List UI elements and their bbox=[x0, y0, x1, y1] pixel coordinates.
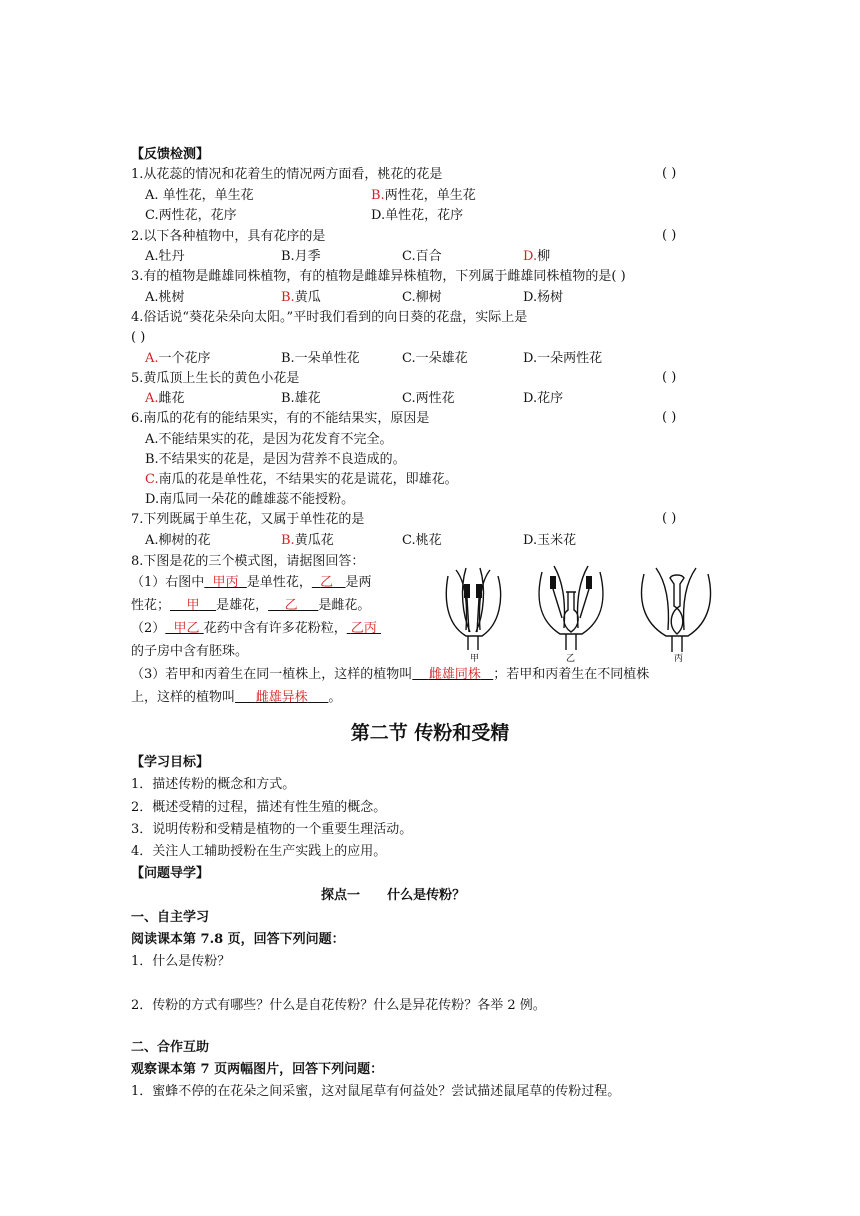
q5-option-d: D.花序 bbox=[523, 391, 564, 406]
q3-option-b: B.黄瓜 bbox=[281, 290, 321, 305]
q6-paren: ( ) bbox=[662, 410, 677, 425]
q3-option-c: C.柳树 bbox=[402, 290, 442, 305]
q7-option-c: C.桃花 bbox=[402, 533, 442, 548]
flower-jia bbox=[446, 568, 500, 650]
q5-paren: ( ) bbox=[662, 370, 677, 385]
q6-text: 6.南瓜的花有的能结果实，有的不能结果实，原因是 bbox=[131, 411, 430, 426]
q1-paren: ( ) bbox=[662, 166, 677, 181]
q8-line3: （2） 甲乙 花药中含有许多花粉粒， 乙丙 bbox=[131, 621, 377, 636]
q4-text: 4.俗话说“葵花朵朵向太阳。”平时我们看到的向日葵的花盘，实际上是 bbox=[131, 310, 528, 325]
q6-option-c: C.南瓜的花是单性花，不结果实的花是谎花，即雄花。 bbox=[145, 472, 458, 487]
q3-option-a: A.桃树 bbox=[145, 290, 185, 305]
q2-paren: ( ) bbox=[662, 228, 677, 243]
goal-3: 3．说明传粉和受精是植物的一个重要生理活动。 bbox=[131, 822, 413, 837]
q8-line5: （3）若甲和丙着生在同一植株上，这样的植物叫 雌雄同株 ；若甲和丙着生在不同植株 bbox=[131, 667, 650, 682]
part2-question-1: 1．蜜蜂不停的在花朵之间采蜜，这对鼠尾草有何益处？尝试描述鼠尾草的传粉过程。 bbox=[131, 1084, 621, 1099]
observe-instruction: 观察课本第 7 页两幅图片，回答下列问题： bbox=[131, 1062, 384, 1077]
q1-option-b: B.两性花，单生花 bbox=[371, 188, 476, 203]
fig-label-bing: 丙 bbox=[674, 654, 684, 664]
q4-paren: ( ) bbox=[131, 330, 146, 345]
q8-line2: 性花； 甲 是雄花， 乙 是雌花。 bbox=[131, 598, 371, 613]
q4-option-b: B.一朵单性花 bbox=[281, 351, 360, 366]
part1-heading: 一、自主学习 bbox=[131, 910, 210, 925]
q4-option-a: A.一个花序 bbox=[145, 351, 211, 366]
q4-option-d: D.一朵两性花 bbox=[523, 351, 603, 366]
q3-text: 3.有的植物是雌雄同株植物，有的植物是雌雄异株植物，下列属于雌雄同株植物的是( ) bbox=[131, 269, 626, 284]
q8-line6: 上，这样的植物叫 雌雄异株 。 bbox=[131, 690, 342, 705]
flower-bing bbox=[642, 568, 711, 652]
q7-paren: ( ) bbox=[662, 511, 677, 526]
q1-option-d: D.单性花，花序 bbox=[371, 208, 464, 223]
flower-yi bbox=[539, 566, 603, 650]
q6-option-d: D.南瓜同一朵花的雌雄蕊不能授粉。 bbox=[145, 492, 355, 507]
q7-option-a: A.柳树的花 bbox=[145, 533, 211, 548]
q1-option-c: C.两性花，花序 bbox=[145, 208, 237, 223]
q8-line4: 的子房中含有胚珠。 bbox=[131, 644, 249, 659]
q8-text: 8.下图是花的三个模式图，请据图回答： bbox=[131, 554, 365, 569]
q6-option-a: A.不能结果实的花，是因为花发育不完全。 bbox=[145, 432, 393, 447]
fig-label-yi: 乙 bbox=[566, 654, 576, 664]
goal-2: 2．概述受精的过程，描述有性生殖的概念。 bbox=[131, 800, 387, 815]
q2-option-a: A.牡丹 bbox=[145, 249, 185, 264]
part1-question-1: 1．什么是传粉？ bbox=[131, 954, 231, 969]
section-title: 第二节 传粉和受精 bbox=[350, 722, 510, 744]
q8-line1: （1）右图中 甲丙 是单性花， 乙 是两 bbox=[131, 575, 372, 590]
goal-1: 1．描述传粉的概念和方式。 bbox=[131, 777, 296, 792]
fig-label-jia: 甲 bbox=[470, 654, 480, 664]
q2-text: 2.以下各种植物中，具有花序的是 bbox=[131, 229, 326, 244]
q5-option-a: A.雌花 bbox=[145, 391, 185, 406]
read-instruction: 阅读课本第 7.8 页，回答下列问题： bbox=[131, 932, 345, 947]
q1-text: 1.从花蕊的情况和花着生的情况两方面看，桃花的花是 bbox=[131, 167, 443, 182]
q2-option-d: D.柳 bbox=[523, 249, 551, 264]
q7-option-d: D.玉米花 bbox=[523, 533, 577, 548]
flower-diagram bbox=[438, 558, 730, 666]
part1-question-2: 2．传粉的方式有哪些？什么是自花传粉？什么是异花传粉？各举 2 例。 bbox=[131, 998, 546, 1013]
q6-option-b: B.不结果实的花是，是因为营养不良造成的。 bbox=[145, 452, 406, 467]
q5-option-c: C.两性花 bbox=[402, 391, 455, 406]
feedback-heading: 【反馈检测】 bbox=[131, 147, 210, 162]
part2-heading: 二、合作互助 bbox=[131, 1040, 210, 1055]
guide-heading: 【问题导学】 bbox=[131, 866, 210, 881]
goal-4: 4．关注人工辅助授粉在生产实践上的应用。 bbox=[131, 844, 387, 859]
q5-option-b: B.雄花 bbox=[281, 391, 321, 406]
topic-heading: 探点一 什么是传粉？ bbox=[321, 888, 466, 903]
q7-option-b: B.黄瓜花 bbox=[281, 533, 334, 548]
q7-text: 7.下列既属于单生花，又属于单性花的是 bbox=[131, 512, 365, 527]
q2-option-b: B.月季 bbox=[281, 249, 321, 264]
q1-option-a: A. 单性花，单生花 bbox=[145, 188, 254, 203]
q4-option-c: C.一朵雄花 bbox=[402, 351, 468, 366]
goals-heading: 【学习目标】 bbox=[131, 755, 210, 770]
q3-option-d: D.杨树 bbox=[523, 290, 564, 305]
q2-option-c: C.百合 bbox=[402, 249, 442, 264]
q5-text: 5.黄瓜顶上生长的黄色小花是 bbox=[131, 371, 300, 386]
